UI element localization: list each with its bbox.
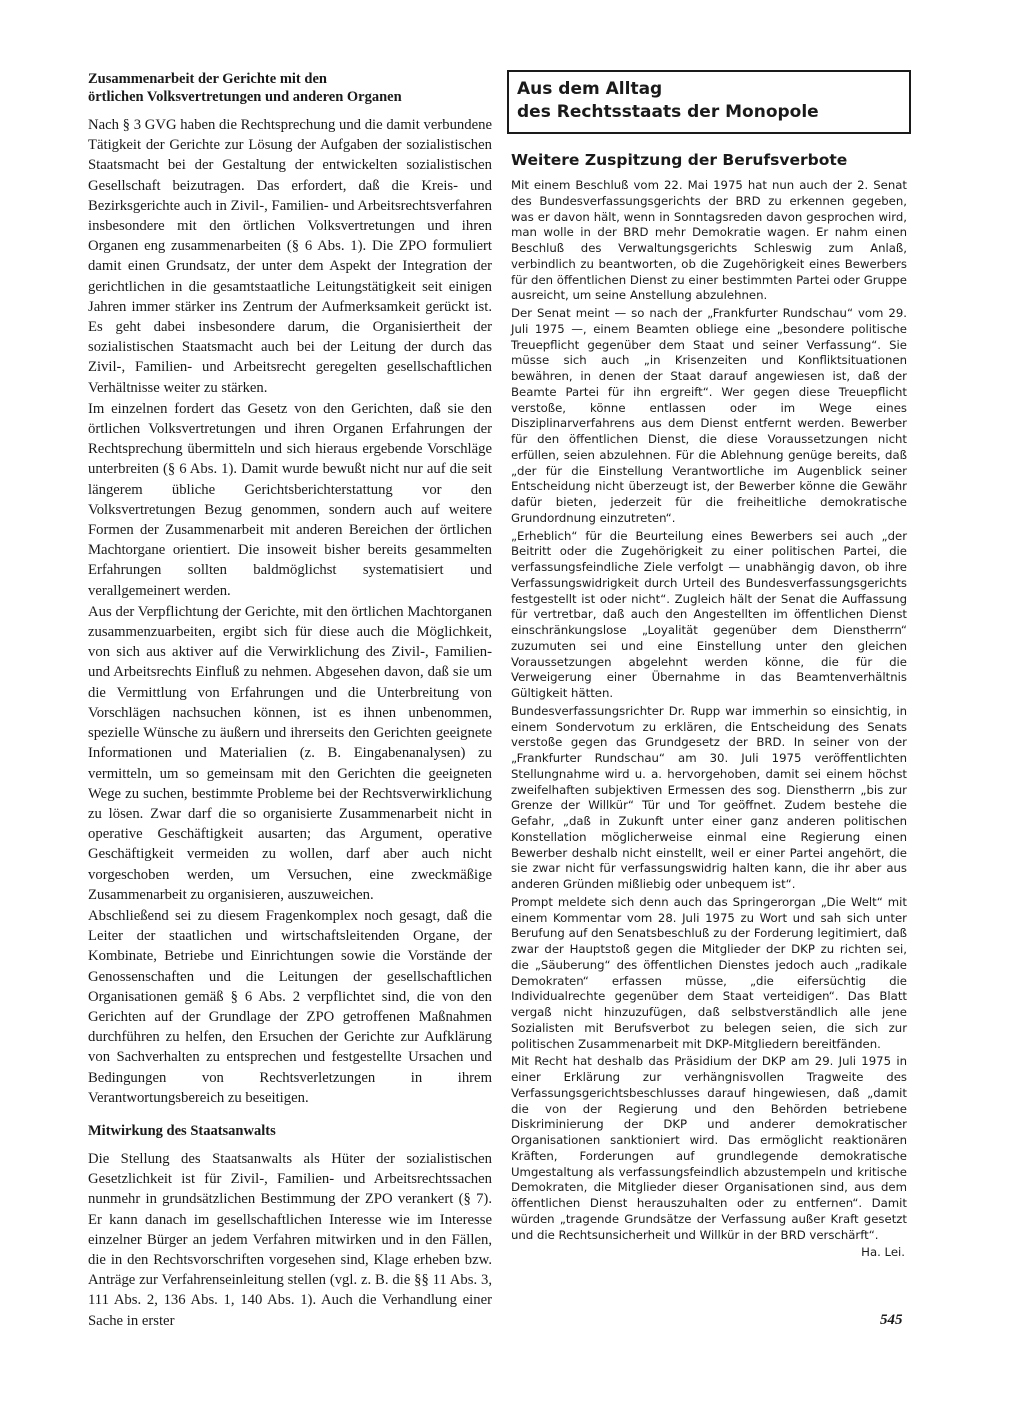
left-column — [88, 70, 492, 1332]
section-heading-cooperation: Zusammenarbeit der Gerichte mit den örtlichen Volksvertretungen und anderen Organen — [88, 71, 402, 105]
paragraph: „Erheblich“ für die Beurteilung eines Bewerbers sei auch „der Beitritt oder die Zugehörigkeit zu einer politischen Partei, die verfassungsfeindliche Ziele verfolgt — unabhängig davon, ob ihre Verfassungswidrigkeit durch Urteil des Bundesverfassungsgerichts festgestellt ist oder nicht“. Zugleich hält der Senat die Auffassung für vertretbar, daß auch den Angestellten im öffentlichen Dienst einschränkungslose „Loyalität gegenüber dem Dienstherrn“ zuzumuten sei und eine Einstellung unter den gleichen Voraussetzungen abgelehnt werden könne, die für die Verweigerung einer Übernahme in das Beamtenverhältnis Gültigkeit hätten. — [511, 528, 907, 700]
author-signature: Ha. Lei. — [861, 1245, 905, 1260]
column-title: Aus dem Alltag des Rechtsstaats der Monopole — [517, 79, 819, 122]
paragraph: Der Senat meint — so nach der „Frankfurter Rundschau“ vom 29. Juli 1975 —, einem Beamten obliege eine „besondere politische Treuepflicht gegenüber dem Staat und seiner Verfassung“. Sie müsse sich auch „in Krisenzeiten und Konfliktsituationen bewähren, in denen der Staat darauf angewiesen ist, daß der Beamte Partei für ihn ergreift“. Wer gegen diese Treuepflicht verstoße, könne entlassen oder im Wege eines Disziplinarverfahrens aus dem Dienst entfernt werden. Bewerber für den öffentlichen Dienst, die diese Voraussetzungen nicht erfüllen, seien abzulehnen. Für die Ablehnung genüge bereits, daß „der für die Einstellung Verantwortliche im Augenblick seiner Entscheidung nicht überzeugt ist, der Bewerber könne die Gewähr dafür bieten, jederzeit für die freiheitliche demokratische Grundordnung einzutreten“. — [511, 306, 907, 525]
article-heading: Weitere Zuspitzung der Berufsverbote — [511, 151, 848, 169]
column-title-box — [507, 70, 911, 134]
right-column — [507, 70, 911, 1261]
paragraph: Mit einem Beschluß vom 22. Mai 1975 hat nun auch der 2. Senat des Bundesverfassungsgerichts der BRD zu erkennen gegeben, was er davon hält, wenn in Sonntagsreden davon gesprochen wird, man wolle in der BRD mehr Demokratie wagen. Er nahm einen Beschluß des Verwaltungsgerichts Schleswig zum Anlaß, verbindlich zu beantworten, ob die Zugehörigkeit eines Bewerbers für den öffentlichen Dienst zu einer bestimmten Partei oder Gruppe ausreicht, um seine Anstellung abzulehnen. — [511, 178, 907, 303]
paragraph: Nach § 3 GVG haben die Rechtsprechung und die damit verbundene Tätigkeit der Gerichte zur Lösung der Aufgaben der sozialistischen Staatsmacht bei der Gestaltung der entwickelten sozialistischen Gesellschaft beizutragen. Das erfordert, daß die Kreis- und Bezirksgerichte auch in Zivil-, Familien- und Arbeitsrechtsverfahren insbesondere mit den örtlichen Volksvertretungen und ihren Organen eng zusammenarbeiten (§ 6 Abs. 1). Die ZPO formuliert damit einen Grundsatz, der unter dem Aspekt der Integration der gerichtlichen in die gesamtstaatliche Leitungstätigkeit seit einigen Jahren immer stärker ins Zentrum der Aufmerksamkeit gerückt ist. Es geht dabei insbesondere darum, die Organisiertheit der sozialistischen Staatsmacht auch bei der Leitung der durch das Zivil-, Familien- und Arbeitsrecht geregelten gesellschaftlichen Verhältnisse weiter zu stärken. — [88, 117, 492, 396]
paragraph: Prompt meldete sich denn auch das Springerorgan „Die Welt“ mit einem Kommentar vom 28. Juli 1975 zu Wort und sah sich unter Berufung auf den Senatsbeschluß zu der Forderung legitimiert, daß zwar der Hauptstoß gegen die Mitglieder der DKP zu richten sei, die „Säuberung“ des öffentlichen Dienstes jedoch auch „radikale Demokraten“ erfassen müsse, „die eifersüchtig die Individualrechte gegenüber dem Staat verteidigen“. Das Blatt vergaß nicht hinzuzufügen, daß selbstverständlich alle jene Sozialisten mit Berufsverbot zu belegen seien, die sich zur politischen Zusammenarbeit mit DKP-Mitgliedern bereitfänden. — [511, 894, 907, 1051]
paragraph: Bundesverfassungsrichter Dr. Rupp war immerhin so einsichtig, in einem Sondervotum zu erklären, die Entscheidung des Senats verstoße gegen das Grundgesetz der BRD. In seiner von der „Frankfurter Rundschau“ am 30. Juli 1975 veröffentlichten Stellungnahme wird u. a. hervorgehoben, damit sei einem höchst zweifelhaften subjektiven Ermessen des sog. Dienstherrn „bis zur Grenze der Willkür“ Tür und Tor geöffnet. Zudem bestehe die Gefahr, „daß in Zukunft unter einer ganz anderen politischen Konstellation möglicherweise einmal eine Regierung einen Bewerber deshalb nicht einstellt, weil er einer Partei angehört, die sie zwar nicht für verfassungswidrig halten kann, die ihr aber aus anderen Gründen mißliebig oder unbequem ist“. — [511, 703, 907, 891]
paragraph: Aus der Verpflichtung der Gerichte, mit den örtlichen Machtorganen zusammenzuarbeiten, ergibt sich für diese auch die Möglichkeit, von sich aus aktiver auf die Verwirklichung des Zivil-, Familien- und Arbeitsrechts Einfluß zu nehmen. Abgesehen davon, daß sie um die Vermittlung von Erfahrungen und die Unterbreitung von Vorschlägen nachsuchen können, ist es ihnen unbenommen, spezielle Wünsche zu äußern und ihrerseits den Gerichten geeignete Informationen und Materialien (z. B. Eingabenanalysen) zu vermitteln, um so gemeinsam mit den Gerichten die geeigneten Wege zu suchen, bestimmte Probleme bei der Rechtsverwirklichung zu lösen. Zwar darf die so organisierte Zusammenarbeit nicht in operative Geschäftigkeit ausarten; das Argument, operative Geschäftigkeit vermeiden zu wollen, darf aber auch nicht vorgeschoben werden, um Versuchen, eine zweckmäßige Zusammenarbeit zu organisieren, auszuweichen. — [88, 603, 492, 903]
paragraph: Abschließend sei zu diesem Fragenkomplex noch gesagt, daß die Leiter der staatlichen und wirtschaftsleitenden Organe, der Kombinate, Betriebe und Einrichtungen sowie die Vorstände der Genossenschaften und die Leitungen der gesellschaftlichen Organisationen gemäß § 6 Abs. 2 verpflichtet sind, die von den Gerichten auf der Grundlage der ZPO getroffenen Maßnahmen durchführen zu helfen, den Ersuchen der Gerichte zur Aufklärung von Sachverhalten zu entsprechen und festgestellte Ursachen und Bedingungen von Rechtsverletzungen in ihrem Verantwortungsbereich zu beseitigen. — [88, 907, 492, 1106]
paragraph: Die Stellung des Staatsanwalts als Hüter der sozialistischen Gesetzlichkeit ist für Zivil-, Familien- und Arbeitsrechtssachen nunmehr in grundsätzlichen Bestimmung der ZPO verankert (§ 7). Er kann danach im gesellschaftlichen Interesse wie im Interesse einzelner Bürger an jedem Verfahren mitwirken und in den Fällen, die in den Rechtsvorschriften vorgesehen sind, Klage erheben bzw. Anträge zur Verfahrenseinleitung stellen (vgl. z. B. die §§ 11 Abs. 3, 111 Abs. 2, 136 Abs. 1, 140 Abs. 1). Auch die Verhandlung einer Sache in erster — [88, 1150, 492, 1329]
section-heading-prosecutor: Mitwirkung des Staatsanwalts — [88, 1122, 276, 1139]
paragraph: Mit Recht hat deshalb das Präsidium der DKP am 29. Juli 1975 in einer Erklärung zur verhängnisvollen Tragweite des Verfassungsgerichtsbeschlusses darauf hingewiesen, daß „damit die von der Regierung und den Behörden betriebene Diskriminierung der DKP und anderer demokratischer Organisationen sanktioniert wird. Das ermöglicht reaktionären Kräften, Forderungen auf grundlegende demokratische Umgestaltung als verfassungsfeindlich abzustempeln und kritische Demokraten, die Mitglieder dieser Organisationen sind, aus dem öffentlichen Dienst herauszuhalten oder zu entfernen“. Damit würden „tragende Grundsätze der Verfassung außer Kraft gesetzt und die Rechtsunsicherheit und Willkür in der BRD verschärft“. — [511, 1054, 907, 1242]
paragraph: Im einzelnen fordert das Gesetz von den Gerichten, daß sie den örtlichen Volksvertretungen und ihren Organen Erfahrungen der Rechtsprechung übermitteln und sich hieraus ergebende Vorschläge unterbreiten (§ 6 Abs. 1). Damit wurde bewußt nicht nur auf die seit längerem übliche Gerichtsberichterstattung vor den Volksvertretungen Bezug genommen, sondern auch auf weitere Formen der Zusammenarbeit mit anderen Bereichen der örtlichen Machtorgane orientiert. Die insoweit bisher bereits gesammelten Erfahrungen sollten baldmöglichst systematisiert und verallgemeinert werden. — [88, 400, 492, 599]
page-number: 545 — [880, 1312, 903, 1328]
